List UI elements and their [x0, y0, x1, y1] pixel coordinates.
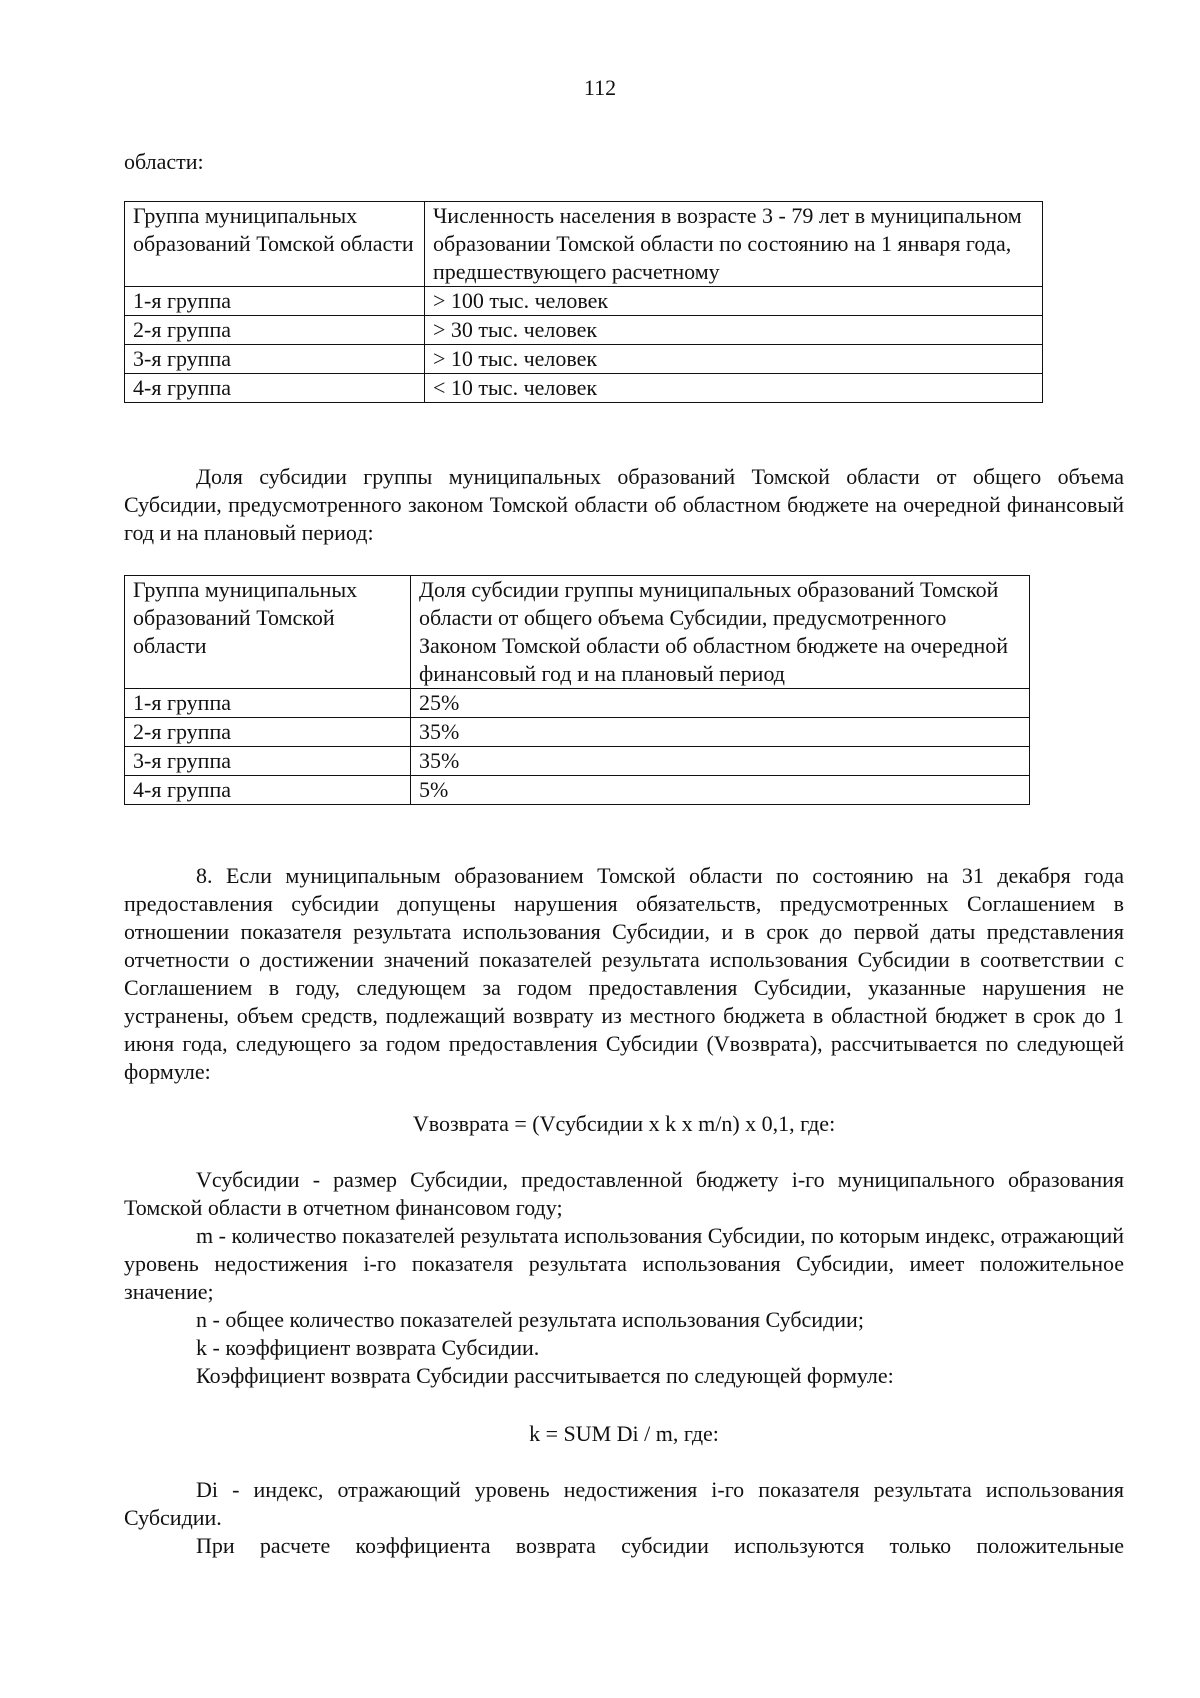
table-row: [125, 287, 1043, 316]
intro-text-block: [124, 148, 1124, 176]
definition-n: n - общее количество показателей результата использования Субсидии;: [196, 1307, 864, 1332]
formula-2-block: [124, 1420, 1124, 1448]
share-paragraph-block: [124, 463, 1124, 547]
table-cell: 1-я группа: [125, 287, 425, 316]
table-header-cell: Численность населения в возрасте 3 - 79 лет в муниципальном образовании Томской области по состоянию на 1 января года, предшествующего расчетному: [425, 202, 1043, 287]
k-formula-intro: Коэффициент возврата Субсидии рассчитывается по следующей формуле:: [196, 1363, 894, 1388]
intro-text: области:: [124, 149, 204, 174]
definition-m: m - количество показателей результата использования Субсидии, по которым индекс, отражающий уровень недостижения i-го показателя результата использования Субсидии, имеет положительное значение;: [124, 1223, 1124, 1304]
table-header-row: [125, 202, 1043, 287]
subsidy-share-table: [124, 575, 1030, 805]
table-row: [125, 747, 1030, 776]
formula-return-coefficient: k = SUM Di / m, где:: [529, 1421, 719, 1446]
population-groups-table: [124, 201, 1043, 403]
table-cell: 5%: [411, 776, 1030, 805]
table-row: [125, 374, 1043, 403]
table-header-cell: Группа муниципальных образований Томской области: [125, 202, 425, 287]
section-8-block: [124, 862, 1124, 1086]
definition-k: k - коэффициент возврата Субсидии.: [196, 1335, 540, 1360]
final-block: [124, 1476, 1124, 1560]
table-cell: 1-я группа: [125, 689, 411, 718]
table-cell: 35%: [411, 747, 1030, 776]
section-8-paragraph: 8. Если муниципальным образованием Томской области по состоянию на 31 декабря года предоставления субсидии допущены нарушения обязательств, предусмотренных Соглашением в отношении показателя результата использования Субсидии, и в срок до первой даты представления отчетности о достижении значений показателей результата использования Субсидии в соответствии с Соглашением в году, следующем за годом предоставления Субсидии, указанные нарушения не устранены, объем средств, подлежащий возврату из местного бюджета в областной бюджет в срок до 1 июня года, следующего за годом предоставления Субсидии (Vвозврата), рассчитывается по следующей формуле:: [124, 863, 1124, 1084]
table-row: [125, 776, 1030, 805]
page-number: 112: [583, 75, 617, 100]
formula-1-block: [124, 1110, 1124, 1138]
table-cell: 4-я группа: [125, 776, 411, 805]
definition-di: Di - индекс, отражающий уровень недостижения i-го показателя результата использования Субсидии.: [124, 1477, 1124, 1530]
table-cell: > 30 тыс. человек: [425, 316, 1043, 345]
table-cell: 25%: [411, 689, 1030, 718]
table-header-cell: Группа муниципальных образований Томской области: [125, 576, 411, 689]
table-row: [125, 689, 1030, 718]
table-header-row: [125, 576, 1030, 689]
formula-return-volume: Vвозврата = (Vсубсидии x k x m/n) x 0,1, где:: [412, 1111, 836, 1136]
share-paragraph: Доля субсидии группы муниципальных образований Томской области от общего объема Субсидии, предусмотренного законом Томской области об областном бюджете на очередной финансовый год и на плановый период:: [124, 464, 1124, 545]
table-cell: 3-я группа: [125, 747, 411, 776]
table-row: [125, 316, 1043, 345]
table-row: [125, 345, 1043, 374]
table-cell: < 10 тыс. человек: [425, 374, 1043, 403]
table-cell: > 100 тыс. человек: [425, 287, 1043, 316]
table-cell: 35%: [411, 718, 1030, 747]
table-row: [125, 718, 1030, 747]
table-cell: 4-я группа: [125, 374, 425, 403]
table-cell: 2-я группа: [125, 718, 411, 747]
final-paragraph: При расчете коэффициента возврата субсидии используются только положительные: [196, 1533, 1124, 1558]
definitions-block: [124, 1166, 1124, 1390]
table-cell: 2-я группа: [125, 316, 425, 345]
table-cell: > 10 тыс. человек: [425, 345, 1043, 374]
table-cell: 3-я группа: [125, 345, 425, 374]
table-header-cell: Доля субсидии группы муниципальных образований Томской области от общего объема Субсидии, предусмотренного Законом Томской области об областном бюджете на очередной финансовый год и на плановый период: [411, 576, 1030, 689]
definition-vsubsidy: Vсубсидии - размер Субсидии, предоставленной бюджету i-го муниципального образования Томской области в отчетном финансовом году;: [124, 1167, 1124, 1220]
